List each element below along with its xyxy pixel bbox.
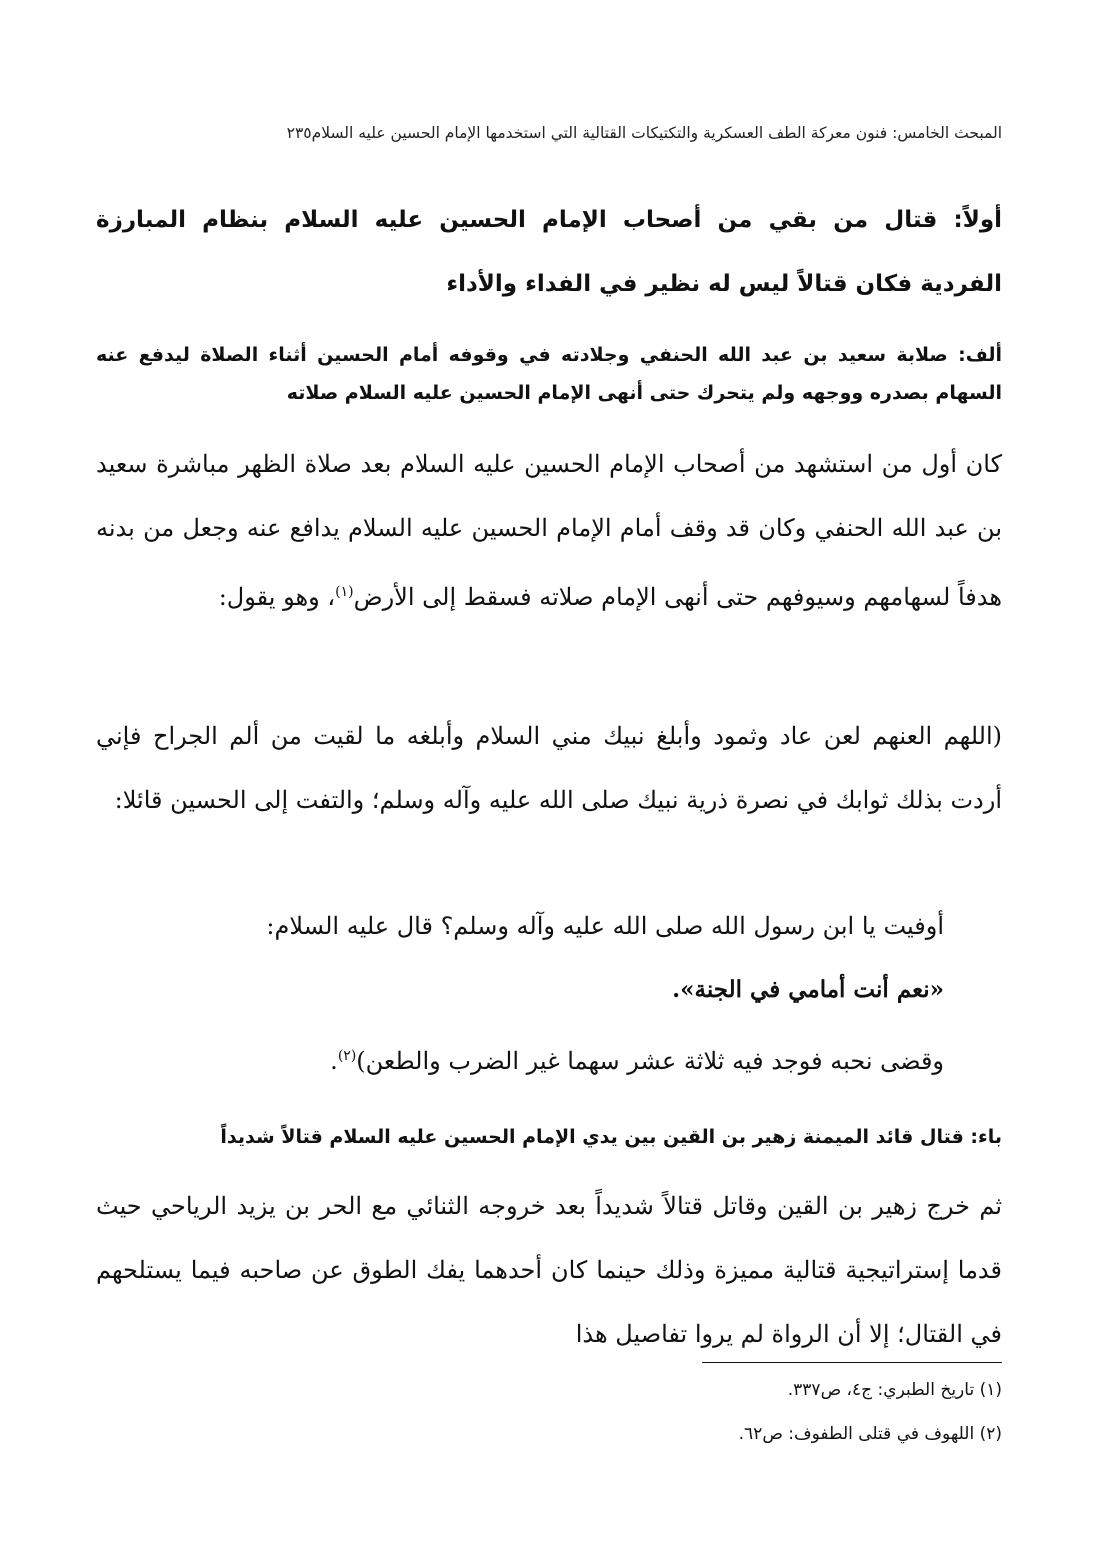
paragraph-3: ثم خرج زهير بن القين وقاتل قتالاً شديداً بعد خروجه الثنائي مع الحر بن يزيد الرياحي حيث قدما إستراتيجية قتالية مميزة وذلك حينما كان أحدهما يفك الطوق عن صاحبه فيما يستلحهم في القتال؛ إلا أن الرواة لم يروا تفاصيل هذا — [96, 1192, 1002, 1348]
paragraph-2: (اللهم العنهم لعن عاد وثمود وأبلغ نبيك مني السلام وأبلغه ما لقيت من ألم الجراح فإني أردت بذلك ثوابك في نصرة ذرية نبيك صلى الله عليه وآله وسلم؛ والتفت إلى الحسين قائلا: — [96, 722, 1003, 814]
footnote-2: (٢) اللهوف في قتلى الطفوف: ص٦٢. — [738, 1424, 1002, 1444]
quote-line-3-tail: . — [330, 1047, 338, 1075]
footnote-divider — [702, 1362, 1002, 1363]
paragraph-1-text: كان أول من استشهد من أصحاب الإمام الحسين عليه السلام بعد صلاة الظهر مباشرة سعيد بن عبد الله الحنفي وكان قد وقف أمام الإمام الحسين عليه السلام يدافع عنه وجعل من بدنه هدفاً لسهامهم وسيوفهم حتى أنهى الإمام صلاته فسقط إلى الأرض — [96, 450, 1002, 611]
section-b-heading: باء: قتال قائد الميمنة زهير بن القين بين يدي الإمام الحسين عليه السلام قتالاً شديداً — [220, 1126, 1002, 1148]
paragraph-1-tail: ، وهو يقول: — [218, 583, 336, 611]
footnote-ref-2: (٢) — [337, 1048, 357, 1064]
paragraph-1 — [96, 432, 1002, 629]
page-number: ٢٣٥ — [286, 124, 312, 142]
running-header — [80, 124, 1002, 142]
section-a-heading: ألف: صلابة سعيد بن عبد الله الحنفي وجلادته في وقوفه أمام الحسين أثناء الصلاة ليدفع عنه السهام بصدره ووجهه ولم يتحرك حتى أنهى الإمام الحسين عليه السلام صلاته — [96, 344, 1002, 404]
footnote-1: (١) تاريخ الطبري: ج٤، ص٣٣٧. — [787, 1380, 1002, 1400]
quote-line-1: أوفيت يا ابن رسول الله صلى الله عليه وآله وسلم؟ قال عليه السلام: — [266, 912, 944, 940]
running-title: المبحث الخامس: فنون معركة الطف العسكرية والتكتيكات القتالية التي استخدمها الإمام الحسين عليه السلام — [311, 124, 1002, 142]
footnote-ref-1: (١) — [335, 584, 354, 600]
main-heading: أولاً: قتال من بقي من أصحاب الإمام الحسين عليه السلام بنظام المبارزة الفردية فكان قتالاً ليس له نظير في الفداء والأداء — [96, 207, 1002, 297]
quote-line-2: «نعم أنت أمامي في الجنة». — [672, 976, 944, 1003]
quote-line-3-text: وقضى نحبه فوجد فيه ثلاثة عشر سهما غير الضرب والطعن) — [356, 1047, 944, 1075]
quote-line-3 — [330, 1024, 944, 1093]
